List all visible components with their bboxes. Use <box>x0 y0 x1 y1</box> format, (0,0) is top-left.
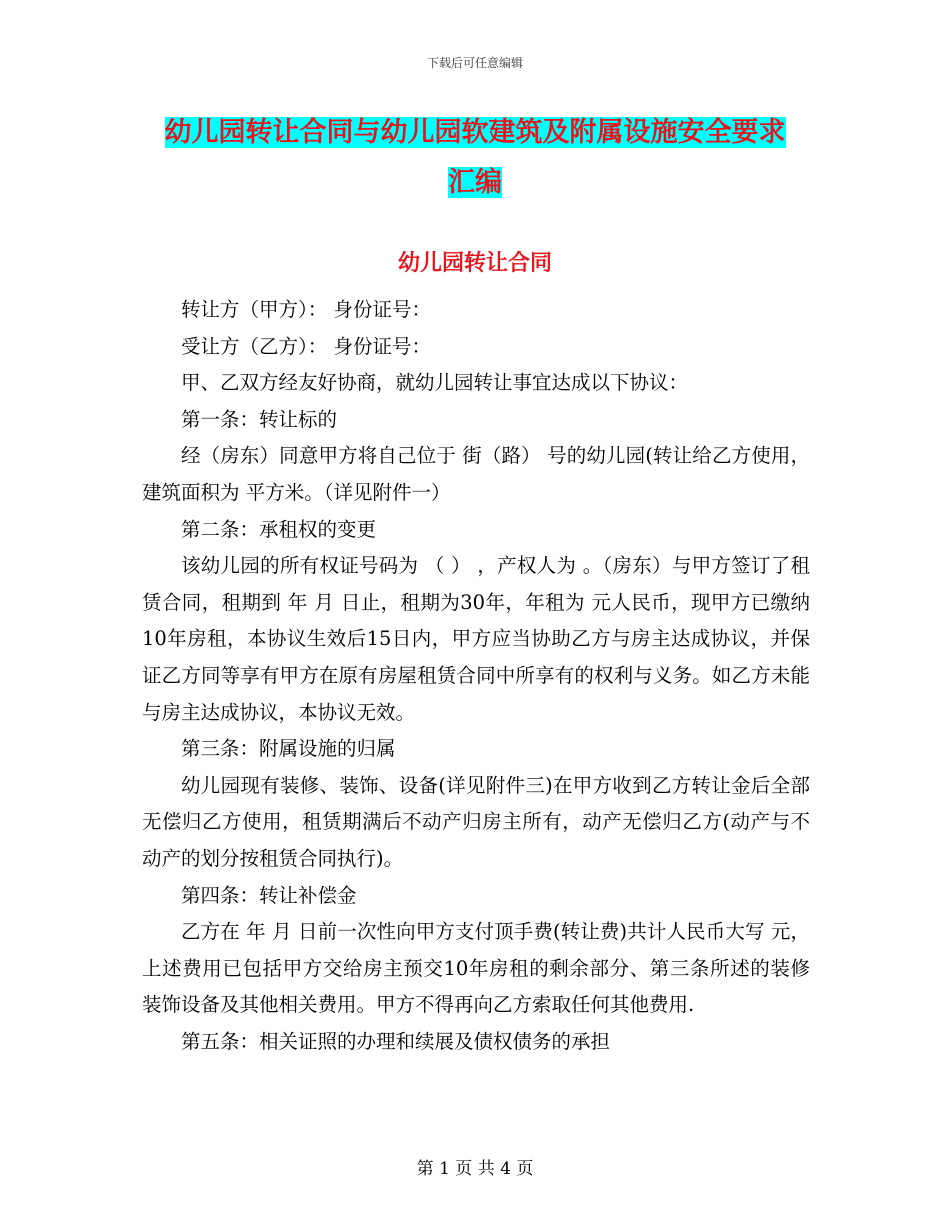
paragraph: 受让方（乙方）： 身份证号： <box>181 334 431 358</box>
paragraph: 幼儿园现有装修、装饰、设备(详见附件三)在甲方收到乙方转让金后全部无偿归乙方使用，租赁期满后不动产归房主所有，动产无偿归乙方(动产与不动产的划分按租赁合同执行)。 <box>142 773 810 870</box>
clause-heading: 第三条：附属设施的归属 <box>181 737 396 761</box>
header-note: 下载后可任意编辑 <box>426 56 523 70</box>
clause-heading: 第五条：相关证照的办理和续展及债权债务的承担 <box>181 1029 611 1053</box>
paragraph: 转让方（甲方）： 身份证号： <box>181 298 431 321</box>
section-title: 幼儿园转让合同 <box>397 251 552 276</box>
document-title-line-1: 幼儿园转让合同与幼儿园软建筑及附属设施安全要求 <box>164 117 786 148</box>
paragraph: 经（房东）同意甲方将自己位于 街（路） 号的幼儿园(转让给乙方使用，建筑面积为 平方米。（详见附件一） <box>142 444 810 504</box>
clause-heading: 第一条：转让标的 <box>181 407 338 431</box>
document-body <box>142 292 810 1060</box>
clause-heading: 第二条：承租权的变更 <box>181 517 377 541</box>
page-footer: 第 1 页 共 4 页 <box>416 1159 534 1179</box>
paragraph: 甲、乙双方经友好协商，就幼儿园转让事宜达成以下协议： <box>181 371 689 395</box>
clause-heading: 第四条：转让补偿金 <box>181 883 357 907</box>
paragraph: 该幼儿园的所有权证号码为 （ ） ，产权人为 。（房东）与甲方签订了租赁合同，租期到 年 月 日止，租期为30年，年租为 元人民币，现甲方已缴纳10年房租，本协议生效后15日内，甲方应当协助乙方与房主达成协议，并保证乙方同等享有甲方在原有房屋租赁合同中所享有的权利与义务。如乙方未能与房主达成协议，本协议无效。 <box>142 554 810 724</box>
paragraph: 乙方在 年 月 日前一次性向甲方支付顶手费(转让费)共计人民币大写 元，上述费用已包括甲方交给房主预交10年房租的剩余部分、第三条所述的装修装饰设备及其他相关费用。甲方不得再向乙方索取任何其他费用. <box>142 920 810 1017</box>
document-title <box>140 108 810 208</box>
document-title-line-2: 汇编 <box>448 167 502 198</box>
